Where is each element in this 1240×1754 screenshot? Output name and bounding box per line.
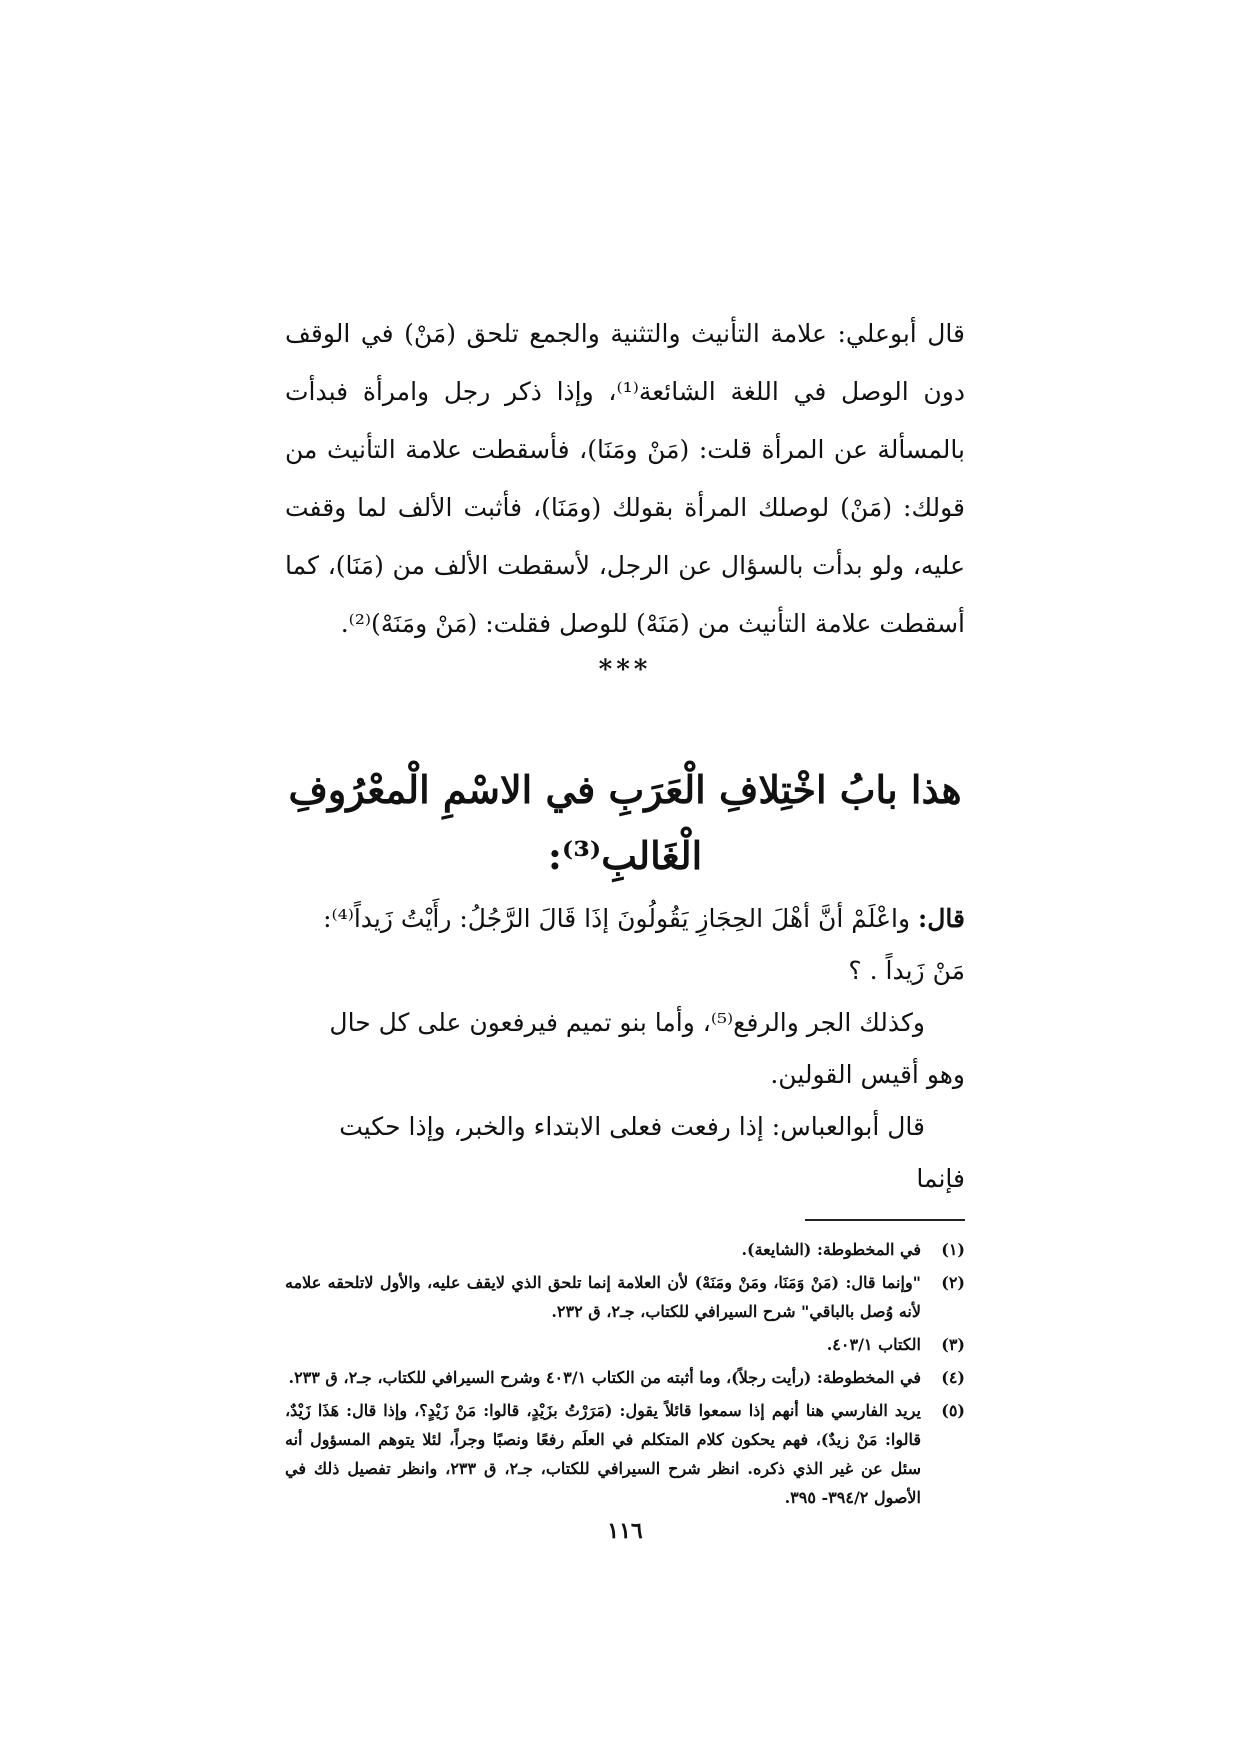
footnote-text: الكتاب ٤٠٣/١. bbox=[826, 1335, 921, 1354]
paragraph-text: قال أبوعلي: علامة التأنيث والتثنية والجمع تلحق (مَنْ) في الوقف دون الوصل في اللغة الشائعة⁽¹⁾، وإذا ذكر رجل وامرأة فبدأت بالمسألة عن المرأة قلت: (مَنْ ومَنَا)، فأسقطت علامة التأنيث من قولك: (مَنْ) لوصلك المرأة بقولك (ومَنَا)، فأثبت الألف لما وقفت عليه، ولو بدأت بالسؤال عن الرجل، لأسقطت الألف من (مَنَا)، كما أسقطت علامة التأنيث من (مَنَهْ) للوصل فقلت: (مَنْ ومَنَهْ)⁽²⁾. bbox=[285, 319, 965, 638]
footnote-number: (١) bbox=[941, 1240, 965, 1259]
body-paragraph-2: وكذلك الجر والرفع⁽⁵⁾، وأما بنو تميم فيرفعون على كل حال وهو أقيس القولين. bbox=[329, 1008, 965, 1089]
footnote-item bbox=[285, 1268, 965, 1326]
footnote-item bbox=[285, 1330, 965, 1359]
footnote-text: يريد الفارسي هنا أنهم إذا سمعوا قائلاً يقول: (مَرَرْتُ بزَيْدٍ، قالوا: مَنْ زَيْدٍ؟، وإذا قال: هَذَا زَيْدٌ، قالوا: مَنْ زيدٌ)، فهم يحكون كلام المتكلم في العلَم رفعًا ونصبًا وجراً، لئلا يتوهم المسؤول أنه سئل عن غير الذي ذكره. انظر شرح السيرافي للكتاب، جـ٢، ق ٢٣٣، وانظر تفصيل ذلك في الأصول ٣٩٤/٢- ٣٩٥. bbox=[285, 1401, 922, 1507]
footnote-number: (٢) bbox=[941, 1273, 965, 1292]
heading-line-1: هذا بابُ اخْتِلافِ الْعَرَبِ في الاسْمِ الْمعْرُوفِ bbox=[288, 767, 962, 812]
section-separator: *** bbox=[598, 655, 652, 685]
opening-paragraph bbox=[285, 305, 965, 653]
footnote-rule-wrap bbox=[285, 1219, 965, 1231]
page-number: ١١٦ bbox=[607, 1518, 643, 1544]
footnote-number: (٣) bbox=[941, 1335, 965, 1354]
footnote-rule bbox=[805, 1219, 965, 1221]
footnote-number: (٥) bbox=[941, 1401, 965, 1420]
footnote-item bbox=[285, 1396, 965, 1512]
chapter-body bbox=[285, 893, 965, 1205]
body-paragraph-1 bbox=[285, 893, 965, 997]
body-lead-word: قال: bbox=[918, 904, 965, 933]
footnote-item bbox=[285, 1363, 965, 1392]
chapter-heading bbox=[285, 757, 965, 889]
body-paragraph-3: قال أبوالعباس: إذا رفعت فعلى الابتداء والخبر، وإذا حكيت فإنما bbox=[339, 1112, 965, 1193]
book-page bbox=[285, 305, 965, 1544]
footnote-text: في المخطوطة: (الشايعة). bbox=[741, 1240, 921, 1259]
footnote-item bbox=[285, 1235, 965, 1264]
footnote-text: "وإنما قال: (مَنْ وَمَنَا، ومَنْ ومَنَهْ) لأن العلامة إنما تلحق الذي لايقف عليه، والأول لاتلحقه علامه لأنه وُصل بالباقي" شرح السيرافي للكتاب، جـ٢، ق ٢٣٢. bbox=[285, 1273, 922, 1321]
footnote-number: (٤) bbox=[941, 1368, 965, 1387]
body-paragraph-1-text: واعْلَمْ أنَّ أهْلَ الحِجَازِ يَقُولُونَ إذَا قَالَ الرَّجُلُ: رأَيْتُ زَيداً⁽⁴⁾: مَنْ زَيداً . ؟ bbox=[323, 904, 965, 985]
footnote-text: في المخطوطة: (رأيت رجلاً)، وما أثبته من الكتاب ٤٠٣/١ وشرح السيرافي للكتاب، جـ٢، ق ٢٣٣. bbox=[288, 1368, 921, 1387]
heading-line-2: الْغَالبِ⁽³⁾: bbox=[547, 833, 703, 878]
footnotes bbox=[285, 1235, 965, 1512]
